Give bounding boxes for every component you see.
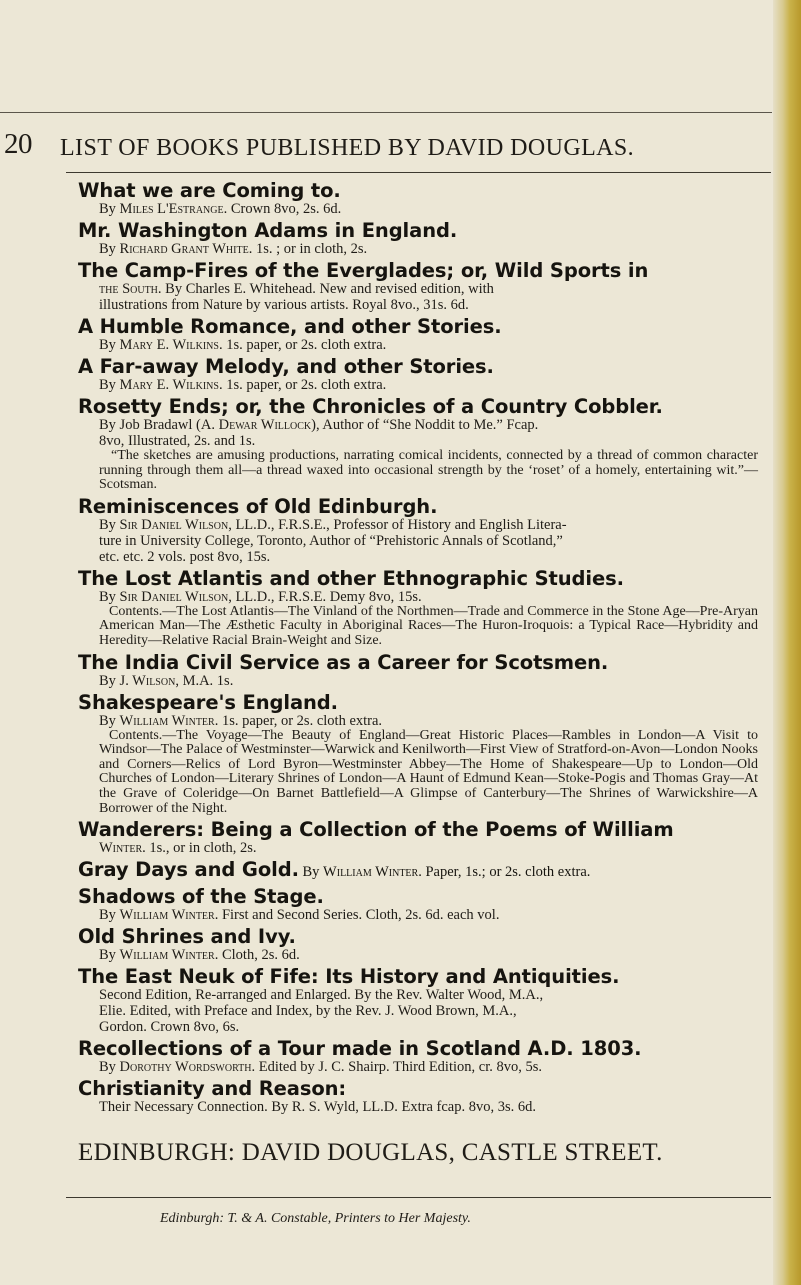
book-entry [78,220,758,257]
book-title-text: Shakespeare's England. [78,690,338,714]
book-title-text: Mr. Washington Adams in England. [78,219,458,242]
book-entry [78,1078,758,1115]
book-entry [78,396,758,493]
book-entry [78,652,758,689]
page-edge-shading [773,0,801,1285]
book-detail-line: Elie. Edited, with Preface and Index, by the Rev. J. Wood Brown, M.A., [99,1003,517,1020]
book-title-text: Recollections of a Tour made in Scotland A.D. 1803. [78,1037,642,1061]
page-number: 20 [4,128,32,160]
book-detail-line: Second Edition, Re-arranged and Enlarged. By the Rev. Walter Wood, M.A., [99,987,544,1004]
book-title-text: Gray Days and Gold. [78,858,299,882]
book-entry [78,260,758,313]
book-title [78,356,758,377]
book-entry [78,1038,758,1075]
book-detail-line: By William Winter. First and Second Series. Cloth, 2s. 6d. each vol. [99,907,500,924]
book-title-text: Old Shrines and Ivy. [78,925,296,949]
book-title-text: Christianity and Reason: [78,1077,347,1101]
book-title [78,886,758,907]
book-detail-line: By Richard Grant White. 1s. ; or in cloth, 2s. [99,241,368,257]
printer-imprint: Edinburgh: T. & A. Constable, Printers to Her Majesty. [160,1211,471,1226]
book-title-text: The East Neuk of Fife: Its History and Antiquities. [78,965,620,989]
book-detail-line: Winter. 1s., or in cloth, 2s. [99,840,257,857]
book-entry [78,568,758,649]
book-title [78,966,758,987]
book-title [78,652,758,673]
book-title-text: Reminiscences of Old Edinburgh. [78,494,438,518]
book-entry [78,886,758,923]
book-list [78,180,758,1118]
book-detail-line: By Mary E. Wilkins. 1s. paper, or 2s. cloth extra. [99,337,387,353]
book-entry [78,692,758,817]
book-detail-line: Their Necessary Connection. By R. S. Wyld, LL.D. Extra fcap. 8vo, 3s. 6d. [99,1099,536,1116]
book-title [78,568,758,589]
book-title-text: A Far-away Melody, and other Stories. [78,355,494,378]
publisher-address: EDINBURGH: DAVID DOUGLAS, CASTLE STREET. [78,1139,663,1166]
book-entry [78,966,758,1035]
book-title [78,1078,758,1099]
book-detail-line: illustrations from Nature by various artists. Royal 8vo., 31s. 6d. [99,297,469,313]
contents-paragraph: Contents.—The Voyage—The Beauty of England—Great Historic Places—Rambles in London—A Visit to Windsor—The Palace of Westminster—Warwick and Kenilworth—First View of Stratford-on-Avon—London Nooks and Corners—Relics of Lord Byron—Westminster Abbey—The Home of Shakespeare—Up to London—Old Churches of London—Literary Shrines of London—A Haunt of Edmund Kean—Stoke-Pogis and Thomas Gray—At the Grave of Coleridge—On Barnet Battlefield—A Glimpse of Canterbury—The Shrines of Warwickshire—A Borrower of the Night. [99,727,758,816]
book-title-text: Shadows of the Stage. [78,885,324,909]
book-title-text: The India Civil Service as a Career for Scotsmen. [78,650,609,674]
book-title [78,260,758,281]
book-detail-line: By Mary E. Wilkins. 1s. paper, or 2s. cloth extra. [99,377,387,393]
footer-rule [66,1197,771,1198]
book-detail-line: ture in University College, Toronto, Author of “Prehistoric Annals of Scotland,” [99,532,563,549]
book-detail-line: By William Winter. 1s. paper, or 2s. cloth extra. [99,712,383,729]
book-detail-line: By Job Bradawl (A. Dewar Willock), Author of “She Noddit to Me.” Fcap. [99,417,539,433]
book-title [78,926,758,947]
book-title-text: A Humble Romance, and other Stories. [78,315,502,338]
book-title [78,692,758,713]
book-title [78,180,758,201]
book-title [78,316,758,337]
running-head: LIST OF BOOKS PUBLISHED BY DAVID DOUGLAS. [60,135,635,161]
top-rule [0,112,772,113]
book-title [78,220,758,241]
book-title-text: The Lost Atlantis and other Ethnographic Studies. [78,566,624,590]
book-detail-line: By Miles L'Estrange. Crown 8vo, 2s. 6d. [99,201,342,217]
book-title-text: Wanderers: Being a Collection of the Poems of William [78,818,674,842]
book-title [78,859,758,883]
page-header [0,128,772,172]
header-rule [66,172,771,173]
book-detail-line: etc. etc. 2 vols. post 8vo, 15s. [99,548,271,565]
book-title-text: What we are Coming to. [78,179,341,202]
book-title-text: Rosetty Ends; or, the Chronicles of a Country Cobbler. [78,395,663,418]
book-detail-line: the South. By Charles E. Whitehead. New and revised edition, with [99,281,494,297]
book-detail-line: By Dorothy Wordsworth. Edited by J. C. Shairp. Third Edition, cr. 8vo, 5s. [99,1059,542,1076]
book-detail-line: Gordon. Crown 8vo, 6s. [99,1019,240,1036]
book-detail-line: By William Winter. Cloth, 2s. 6d. [99,947,300,964]
book-author-line: By William Winter. Paper, 1s.; or 2s. cloth extra. [302,864,591,881]
book-title [78,396,758,417]
book-detail-line: By J. Wilson, M.A. 1s. [99,672,234,689]
book-entry [78,356,758,393]
book-title [78,496,758,517]
book-detail-line: By Sir Daniel Wilson, LL.D., F.R.S.E. Demy 8vo, 15s. [99,588,422,605]
book-detail-line: 8vo, Illustrated, 2s. and 1s. [99,433,256,449]
contents-paragraph: Contents.—The Lost Atlantis—The Vinland of the Northmen—Trade and Commerce in the Stone Age—Pre-Aryan American Man—The Æsthetic Faculty in Aboriginal Races—The Huron-Iroquois: a Typical Race—Hybridity and Heredity—Relative Racial Brain-Weight and Size. [99,603,758,648]
book-entry [78,316,758,353]
book-entry [78,859,758,883]
book-title [78,1038,758,1059]
review-quote: “The sketches are amusing productions, narrating comical incidents, connected by a thread of common character running through them all—a thread waxed into occasional strength by the ‘roset’ of a homely, entertaining wit.”—Scotsman. [99,448,758,493]
book-title-text: The Camp-Fires of the Everglades; or, Wild Sports in [78,259,649,282]
book-entry [78,180,758,217]
book-entry [78,819,758,856]
book-entry [78,496,758,565]
book-title [78,819,758,840]
book-entry [78,926,758,963]
book-detail-line: By Sir Daniel Wilson, LL.D., F.R.S.E., Professor of History and English Litera- [99,516,567,533]
